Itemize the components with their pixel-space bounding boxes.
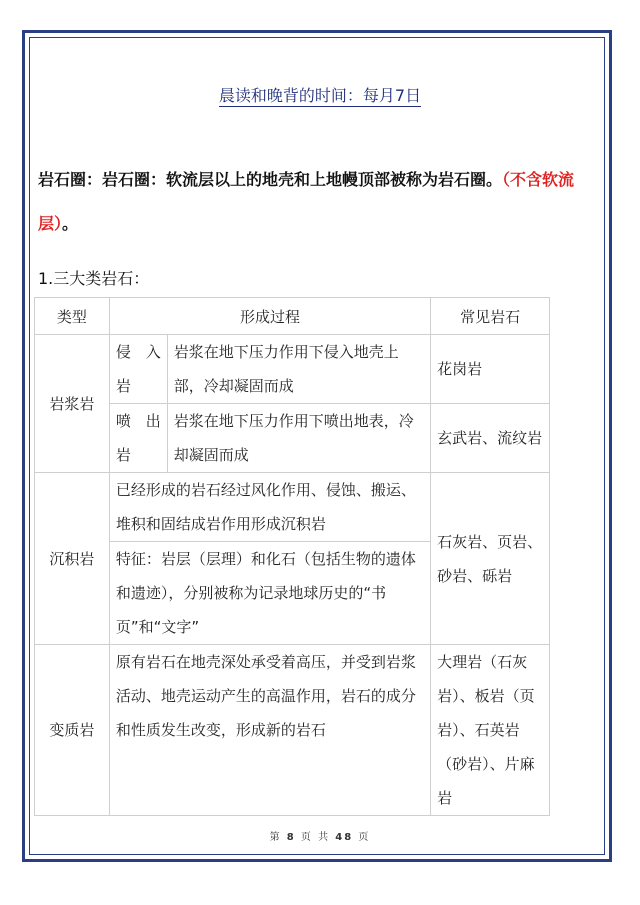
footer-suffix: 页	[358, 832, 371, 843]
intrusive-process-cell: 岩浆在地下压力作用下侵入地壳上部，冷却凝固而成	[167, 335, 430, 404]
extrusive-examples-cell: 玄武岩、流纹岩	[431, 404, 550, 473]
footer-current-page: 8	[286, 832, 296, 843]
page-title	[0, 83, 640, 106]
metamorphic-process-cell: 原有岩石在地壳深处承受着高压，并受到岩浆活动、地壳运动产生的高温作用，岩石的成分和性质发生改变，形成新的岩石	[109, 645, 430, 816]
extrusive-label-cell: 喷出岩	[109, 404, 167, 473]
page-footer	[0, 828, 640, 843]
header-examples: 常见岩石	[431, 298, 550, 335]
extrusive-process-cell: 岩浆在地下压力作用下喷出地表，冷却凝固而成	[167, 404, 430, 473]
sedimentary-feature-cell: 特征：岩层（层理）和化石（包括生物的遗体和遗迹），分别被称为记录地球历史的“书页”和“文字”	[109, 542, 430, 645]
metamorphic-type-cell: 变质岩	[35, 645, 110, 816]
lithosphere-definition	[38, 158, 604, 246]
metamorphic-examples-cell: 大理岩（石灰岩）、板岩（页岩）、石英岩（砂岩）、片麻岩	[431, 645, 550, 816]
footer-middle: 页 共	[300, 832, 331, 843]
sedimentary-examples-cell: 石灰岩、页岩、砂岩、砾岩	[431, 473, 550, 645]
definition-note-text: （不含软流层）	[38, 170, 575, 233]
table-header-row	[35, 298, 550, 335]
intrusive-examples-cell: 花岗岩	[431, 335, 550, 404]
section-heading: 1.三大类岩石：	[38, 269, 150, 288]
intrusive-label-cell: 侵入岩	[109, 335, 167, 404]
table-row	[35, 645, 550, 816]
table-row	[35, 404, 550, 473]
footer-prefix: 第	[269, 832, 282, 843]
footer-total-pages: 48	[335, 832, 354, 843]
header-type: 类型	[35, 298, 110, 335]
definition-end-punct: 。	[62, 214, 79, 233]
page-title-text: 晨读和晚背的时间：每月7日	[218, 86, 422, 105]
table-row	[35, 335, 550, 404]
rock-types-table	[34, 297, 550, 816]
sedimentary-process-cell: 已经形成的岩石经过风化作用、侵蚀、搬运、堆积和固结成岩作用形成沉积岩	[109, 473, 430, 542]
igneous-type-cell: 岩浆岩	[35, 335, 110, 473]
definition-main-text: 岩石圈：岩石圈：软流层以上的地壳和上地幔顶部被称为岩石圈。	[38, 170, 503, 189]
header-process: 形成过程	[109, 298, 430, 335]
sedimentary-type-cell: 沉积岩	[35, 473, 110, 645]
table-row	[35, 473, 550, 542]
